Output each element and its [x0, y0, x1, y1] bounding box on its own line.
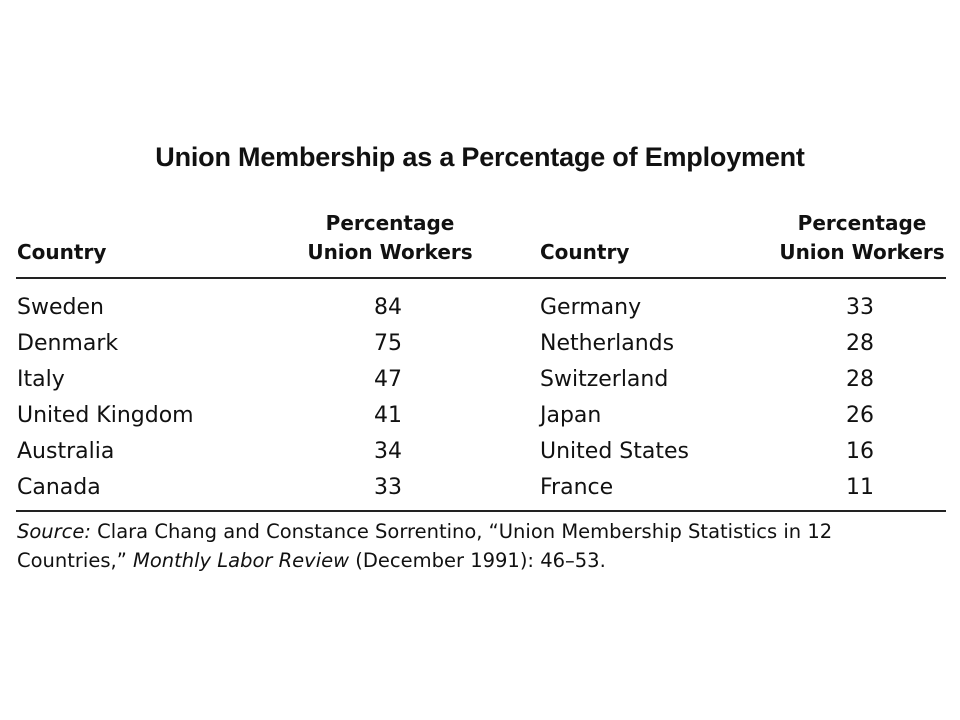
header-percentage-left [290, 209, 490, 267]
header-percentage-line2: Union Workers [307, 240, 473, 264]
table-cell-value: 84 [374, 295, 402, 320]
table-cell-value: 47 [374, 367, 402, 392]
source-text-b: (December 1991): 46–53. [349, 549, 606, 572]
table-cell-country: Japan [540, 403, 602, 428]
table-cell-value: 41 [374, 403, 402, 428]
header-country-right: Country [540, 240, 630, 264]
table-cell-value: 33 [846, 295, 874, 320]
table-cell-country: Netherlands [540, 331, 675, 356]
left-value-column [320, 290, 402, 506]
table-cell-country: Australia [17, 439, 115, 464]
table-cell-value: 28 [846, 367, 874, 392]
header-rule [16, 277, 946, 279]
table-cell-country: United States [540, 439, 689, 464]
header-percentage-line2: Union Workers [779, 240, 945, 264]
table-cell-value: 26 [846, 403, 874, 428]
table-cell-country: Germany [540, 295, 642, 320]
table-cell-value: 11 [846, 475, 874, 500]
table-cell-country: Italy [17, 367, 65, 392]
source-label: Source: [17, 520, 91, 543]
right-country-column [540, 290, 800, 506]
table-cell-country: Canada [17, 475, 101, 500]
table-cell-country: Sweden [17, 295, 104, 320]
header-percentage-line1: Percentage [325, 211, 455, 235]
source-text-a: Clara Chang and Constance Sorrentino, “Union Membership Statistics in 12 Countries,” [17, 520, 833, 572]
table-cell-value: 16 [846, 439, 874, 464]
table-cell-value: 34 [374, 439, 402, 464]
right-value-column [790, 290, 874, 506]
table-cell-country: France [540, 475, 614, 500]
header-percentage-right [762, 209, 960, 267]
table-cell-value: 28 [846, 331, 874, 356]
header-country-left: Country [17, 240, 107, 264]
table-cell-country: Denmark [17, 331, 119, 356]
footer-rule [16, 510, 946, 512]
left-country-column [17, 290, 277, 506]
source-journal: Monthly Labor Review [133, 549, 350, 572]
table-cell-value: 33 [374, 475, 402, 500]
table-cell-country: United Kingdom [17, 403, 194, 428]
header-percentage-line1: Percentage [797, 211, 927, 235]
table-cell-country: Switzerland [540, 367, 669, 392]
table-cell-value: 75 [374, 331, 402, 356]
source-note [17, 517, 917, 575]
table-title: Union Membership as a Percentage of Employment [155, 142, 805, 172]
